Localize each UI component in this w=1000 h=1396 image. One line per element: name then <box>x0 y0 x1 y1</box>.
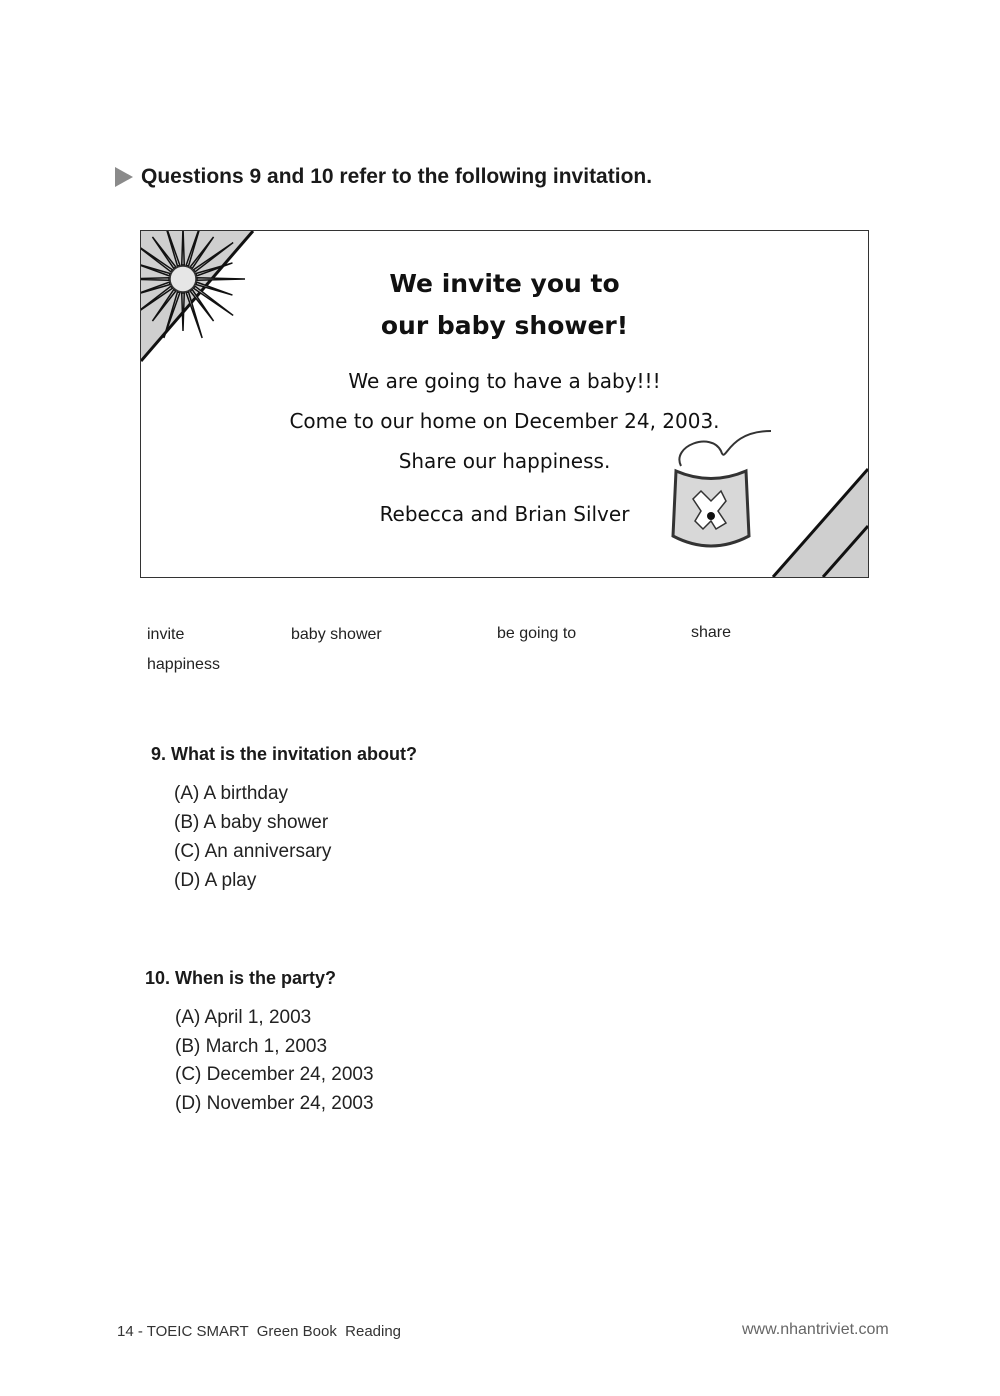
invitation-card <box>140 230 869 578</box>
vocab-item: be going to <box>497 625 577 642</box>
vocab-item: share <box>691 624 732 641</box>
question-9: 9. What is the invitation about? <box>151 744 418 764</box>
vocab-item: happiness <box>147 656 220 673</box>
footer-page-info: 14 - TOEIC SMART Green Book Reading <box>117 1323 402 1340</box>
answer-option[interactable]: (C) An anniversary <box>174 841 332 862</box>
question-10: 10. When is the party? <box>145 968 337 988</box>
answer-option[interactable]: (A) April 1, 2003 <box>175 1007 312 1028</box>
answer-option[interactable]: (D) A play <box>174 870 257 891</box>
heading-text: Questions 9 and 10 refer to the following invitation. <box>141 165 653 188</box>
answer-option[interactable]: (C) December 24, 2003 <box>175 1064 374 1085</box>
answer-option[interactable]: (B) A baby shower <box>174 812 329 833</box>
invitation-line: We are going to have a baby!!! <box>348 369 661 393</box>
vocab-item: invite <box>147 626 185 643</box>
invitation-signature: Rebecca and Brian Silver <box>379 502 630 526</box>
answer-option[interactable]: (A) A birthday <box>174 783 289 804</box>
vocab-item: baby shower <box>291 626 382 643</box>
section-heading <box>115 165 652 189</box>
invitation-line: Share our happiness. <box>398 449 611 473</box>
invitation-title-line1: We invite you to <box>389 269 620 298</box>
arrow-triangle-icon <box>115 167 133 187</box>
answer-option[interactable]: (B) March 1, 2003 <box>175 1036 328 1057</box>
footer-website: www.nhantriviet.com <box>742 1321 889 1338</box>
answer-option[interactable]: (D) November 24, 2003 <box>175 1093 374 1114</box>
invitation-line: Come to our home on December 24, 2003. <box>289 409 720 433</box>
invitation-title-line2: our baby shower! <box>380 311 629 340</box>
